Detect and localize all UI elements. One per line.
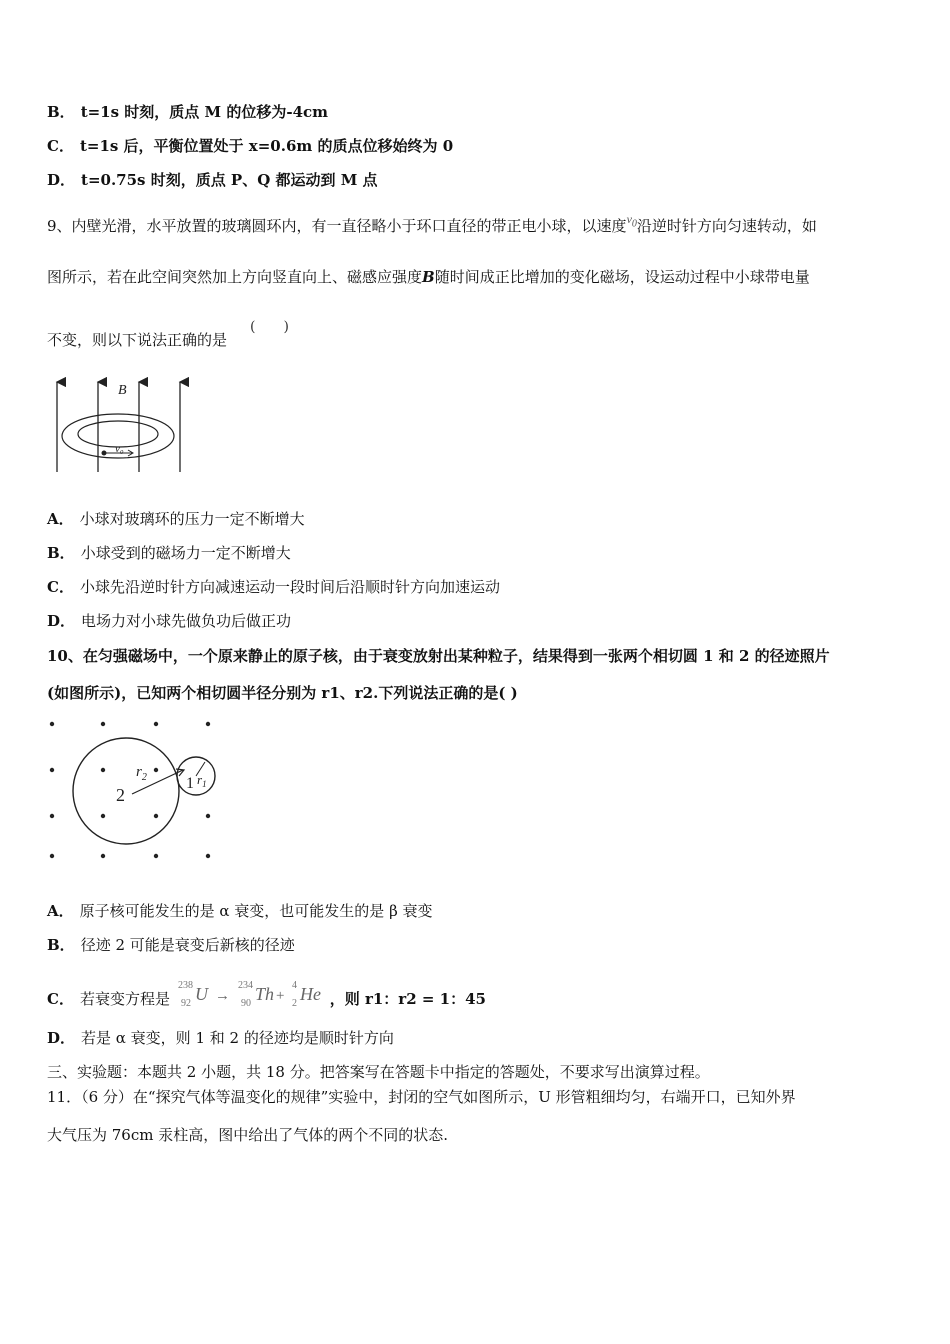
q9-option-d — [47, 611, 291, 631]
option-text: 小球对玻璃环的压力一定不断增大 — [79, 510, 305, 528]
q9-text-a: 9、内壁光滑，水平放置的玻璃圆环内，有一直径略小于环口直径的带正电小球，以速度 — [47, 217, 627, 235]
q10-stem-line-1: 10、在匀强磁场中，一个原来静止的原子核，由于衰变放射出某种粒子，结果得到一张两个相切圆 1 和 2 的径迹照片 — [47, 647, 830, 665]
option-letter: D． — [47, 171, 76, 189]
option-text: 小球受到的磁场力一定不断增大 — [80, 544, 291, 562]
he-mass-number: 4 — [291, 980, 297, 991]
option-letter: D． — [47, 612, 76, 630]
q11-stem-line-2: 大气压为 76cm 汞柱高，图中给出了气体的两个不同的状态. — [47, 1126, 449, 1144]
q9-option-b — [47, 543, 291, 563]
th-atomic-number: 90 — [240, 998, 251, 1009]
arrow: → — [214, 988, 230, 1004]
option-letter: B． — [47, 936, 75, 954]
option-text: t=1s 后，平衡位置处于 x=0.6m 的质点位移始终为 0 — [79, 137, 454, 155]
option-text: 径迹 2 可能是衰变后新核的径迹 — [80, 936, 295, 954]
q9-ring-figure — [40, 372, 200, 478]
option-text-suffix: ，则 r1：r2 = 1：45 — [329, 990, 486, 1008]
charged-ball — [102, 451, 107, 456]
th-mass-number: 234 — [237, 980, 253, 991]
q9-text-c: 图所示，若在此空间突然加上方向竖直向上、磁感应强度 — [47, 268, 423, 286]
option-text-prefix: 若衰变方程是 — [79, 990, 170, 1008]
q8-option-d — [47, 170, 378, 190]
track-2-circle — [73, 738, 179, 844]
he-symbol: He — [299, 984, 321, 1004]
q9-stem-line-2 — [47, 267, 810, 287]
r1-label: $r_1$ — [197, 772, 207, 789]
q10-option-a — [47, 901, 433, 921]
track-2-label: 2 — [116, 785, 125, 805]
q9-option-a — [47, 509, 305, 529]
option-letter: C． — [47, 137, 74, 155]
u-symbol: U — [194, 984, 208, 1004]
u-atomic-number: 92 — [180, 998, 191, 1009]
answer-paren: ( ) — [250, 319, 289, 335]
option-letter: C． — [47, 578, 74, 596]
q9-option-c — [47, 577, 500, 597]
option-text: t=1s 时刻，质点 M 的位移为-4cm — [80, 103, 329, 121]
option-text: 小球先沿逆时针方向减速运动一段时间后沿顺时针方向加速运动 — [79, 578, 500, 596]
option-text: 原子核可能发生的是 α 衰变，也可能发生的是 β 衰变 — [79, 902, 433, 920]
b-symbol: B — [422, 268, 435, 286]
q10-option-c — [47, 982, 486, 1018]
q9-text-d: 随时间成正比增加的变化磁场，设运动过程中小球带电量 — [434, 268, 810, 286]
he-atomic-number: 2 — [291, 998, 297, 1009]
th-symbol: Th — [254, 984, 274, 1004]
q9-text-e: 不变，则以下说法正确的是 — [47, 331, 228, 349]
section-3-heading: 三、实验题：本题共 2 小题，共 18 分。把答案写在答题卡中指定的答题处，不要求写出演算过程。 — [47, 1063, 710, 1081]
option-text: 若是 α 衰变，则 1 和 2 的径迹均是顺时针方向 — [81, 1029, 394, 1047]
decay-equation — [175, 976, 330, 1012]
option-letter: B． — [47, 103, 75, 121]
track-1-label: 1 — [186, 775, 194, 792]
q11-stem-line-1: 11．（6 分）在“探究气体等温变化的规律”实验中，封闭的空气如图所示，U 形管粗细均匀，右端开口，已知外界 — [47, 1088, 796, 1106]
option-letter: B． — [47, 544, 75, 562]
q10-circles-figure — [40, 714, 225, 864]
q8-option-b — [47, 102, 328, 122]
option-letter: A． — [47, 510, 74, 528]
option-letter: D． — [47, 1029, 76, 1047]
q9-text-b: 沿逆时针方向匀速转动，如 — [636, 217, 817, 235]
q10-stem-line-2: (如图所示)，已知两个相切圆半径分别为 r1、r2.下列说法正确的是( ) — [47, 684, 518, 702]
v0-label: v₀ — [115, 443, 124, 455]
option-letter: C． — [47, 990, 74, 1008]
r2-label: $r_2$ — [136, 764, 147, 783]
option-text: 电场力对小球先做负功后做正功 — [81, 612, 292, 630]
v0-symbol: v0 — [626, 212, 637, 230]
q9-stem-line-1 — [47, 212, 817, 242]
option-text: t=0.75s 时刻，质点 P、Q 都运动到 M 点 — [81, 171, 378, 189]
b-field-label: B — [118, 383, 127, 398]
q8-option-c — [47, 136, 453, 156]
u-mass-number: 238 — [177, 980, 193, 991]
option-letter: A． — [47, 902, 74, 920]
q10-option-b — [47, 935, 295, 955]
q10-option-d — [47, 1028, 394, 1048]
q9-stem-line-3 — [47, 330, 227, 350]
plus-sign: + — [275, 988, 285, 1004]
